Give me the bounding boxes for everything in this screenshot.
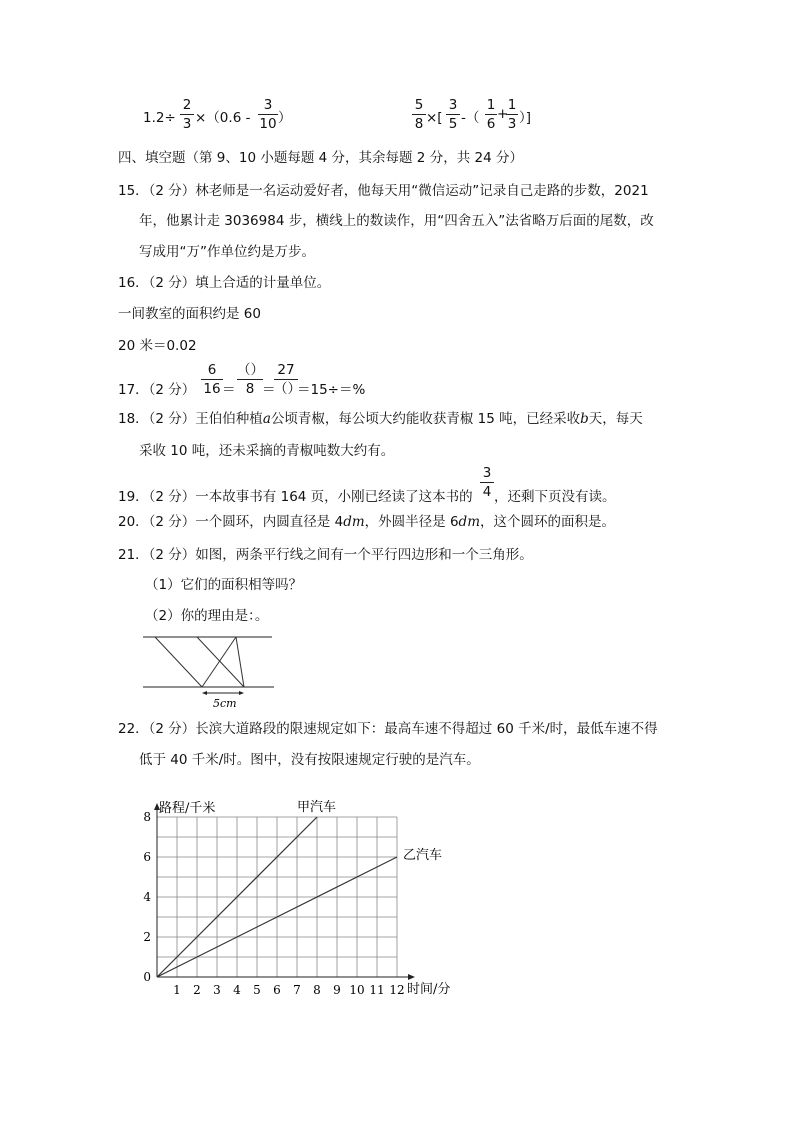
parallel-lines-figure: [140, 630, 280, 712]
chart-series: [157, 800, 442, 977]
series-label: 乙汽车: [403, 848, 443, 863]
dimension-label: 5cm: [213, 697, 237, 710]
q18-text-a: 18．（2 分）王伯伯种植: [118, 411, 263, 427]
q21-line1: 21．（2 分）如图，两条平行线之间有一个平行四边形和一个三角形。: [118, 547, 533, 563]
q19-frac: [480, 465, 494, 500]
frac-denominator: 5: [448, 116, 458, 132]
expr-right-b: -（: [461, 110, 480, 126]
q20-text-a: 20．（2 分）一个圆环，内圆直径是 4: [118, 514, 344, 530]
q22-line2: 低于 40 千米/时。图中，没有按限速规定行驶的是汽车。: [139, 752, 480, 768]
frac-numerator: （）: [237, 362, 264, 378]
chart-tick-labels: [143, 810, 404, 997]
dimension-arrow-left-icon: [202, 691, 207, 695]
q19-prefix: 19．（2 分）一本故事书有 164 页，小刚已经读了这本书的: [118, 489, 473, 505]
x-tick-label: 9: [333, 983, 341, 997]
frac-denominator: 8: [245, 381, 255, 397]
expr-left-a: 1.2÷: [143, 110, 176, 126]
q20-text-c: ，这个圆环的面积是。: [480, 514, 615, 530]
series-label: 甲汽车: [297, 800, 337, 815]
expr-right-c: ）]: [519, 110, 532, 126]
frac-denominator: 4: [482, 484, 492, 500]
q16-line3: 20 米＝0.02: [118, 338, 197, 354]
expr-left-frac1: [180, 97, 194, 132]
x-tick-label: 2: [193, 983, 201, 997]
expr-right-frac3: [485, 97, 497, 132]
frac-denominator: 3: [182, 116, 192, 132]
frac-numerator: 3: [448, 97, 458, 113]
q18-text-b: 公顷青椒，每公顷大约能收获青椒 15 吨，已经采收: [270, 411, 581, 427]
frac-numerator: 3: [482, 465, 492, 481]
q17-eq2: ＝: [262, 382, 276, 398]
q15-line2: 年，他累计走 3036984 步，横线上的数读作，用“四舍五入”法省略万后面的尾数，改: [139, 213, 654, 229]
q18-line1: [118, 409, 643, 429]
frac-numerator: 1: [486, 97, 496, 113]
x-tick-label: 8: [313, 983, 321, 997]
expr-right-frac4: [506, 97, 518, 132]
frac-numerator: 5: [414, 97, 424, 113]
frac-numerator: 6: [207, 362, 217, 378]
expr-left-frac2: [258, 97, 278, 132]
q17-eq1: ＝: [222, 382, 236, 398]
x-tick-label: 3: [213, 983, 221, 997]
x-tick-label: 10: [349, 983, 365, 997]
y-tick-label: 4: [143, 890, 151, 904]
q15-line3: 写成用“万”作单位约是万步。: [139, 244, 315, 260]
q18-var-a: a: [262, 411, 271, 427]
expr-right-frac1: [412, 97, 426, 132]
frac-denominator: 16: [203, 381, 221, 397]
q21-sub2: （2）你的理由是：。: [145, 608, 269, 624]
q20-unit-1: dm: [343, 514, 365, 530]
q15-line1: 15．（2 分）林老师是一名运动爱好者，他每天用“微信运动”记录自己走路的步数，2021: [118, 183, 649, 199]
q20-text-b: ，外圆半径是 6: [364, 514, 459, 530]
q17-suffix: ＝15÷＝%: [297, 382, 366, 398]
dimension-arrow-right-icon: [239, 691, 244, 695]
expr-left-b: ×（0.6 -: [195, 110, 251, 126]
y-tick-label: 0: [143, 970, 151, 984]
x-tick-label: 4: [233, 983, 241, 997]
q16-line1: 16．（2 分）填上合适的计量单位。: [118, 275, 331, 291]
x-tick-label: 1: [173, 983, 181, 997]
q17-frac1: [201, 362, 223, 397]
q22-line1: 22．（2 分）长滨大道路段的限速规定如下：最高车速不得超过 60 千米/时，最低车速不得: [118, 721, 658, 737]
q18-text-c: 天，每天: [588, 411, 643, 427]
q17-frac2: [237, 362, 263, 397]
parallelogram-left-side: [155, 637, 202, 687]
frac-denominator: 10: [259, 116, 277, 132]
y-tick-label: 2: [143, 930, 151, 944]
chart-xlabel: 时间/分: [407, 982, 451, 997]
frac-numerator: 27: [277, 362, 295, 378]
expr-left-c: ）: [278, 110, 292, 126]
section-title: 四、填空题（第 9、10 小题每题 4 分，其余每题 2 分，共 24 分）: [118, 150, 523, 166]
y-tick-label: 8: [143, 810, 151, 824]
frac-denominator: 3: [507, 116, 517, 132]
q19-suffix: ，还剩下页没有读。: [494, 489, 616, 505]
q17-prefix: 17．（2 分）: [118, 382, 196, 398]
chart-grid: [157, 817, 397, 977]
expr-right-plus: +: [497, 106, 509, 122]
q20-line: [118, 512, 615, 532]
chart-axes: [154, 803, 415, 980]
chart-ylabel: 路程/千米: [159, 801, 216, 816]
expr-right-a: ×[: [426, 110, 443, 126]
q18-line2: 采收 10 吨，还未采摘的青椒吨数大约有。: [139, 443, 395, 459]
distance-time-chart: [135, 795, 475, 1005]
q18-var-b: b: [580, 411, 589, 427]
x-tick-label: 11: [369, 983, 385, 997]
q20-unit-2: dm: [458, 514, 480, 530]
frac-denominator: 6: [486, 116, 496, 132]
q17-frac3: [274, 362, 301, 397]
x-tick-label: 7: [293, 983, 301, 997]
frac-denominator: （）: [274, 381, 301, 397]
frac-numerator: 1: [507, 97, 517, 113]
x-tick-label: 12: [389, 983, 405, 997]
frac-denominator: 8: [414, 116, 424, 132]
q21-sub1: （1）它们的面积相等吗？: [145, 577, 303, 593]
triangle-left-side: [202, 637, 236, 687]
q16-line2: 一间教室的面积约是 60: [118, 306, 261, 322]
x-tick-label: 6: [273, 983, 281, 997]
frac-numerator: 3: [263, 97, 273, 113]
x-tick-label: 5: [253, 983, 261, 997]
y-tick-label: 6: [143, 850, 151, 864]
expr-right-frac2: [446, 97, 460, 132]
x-axis-arrow-icon: [408, 974, 415, 980]
frac-numerator: 2: [182, 97, 192, 113]
